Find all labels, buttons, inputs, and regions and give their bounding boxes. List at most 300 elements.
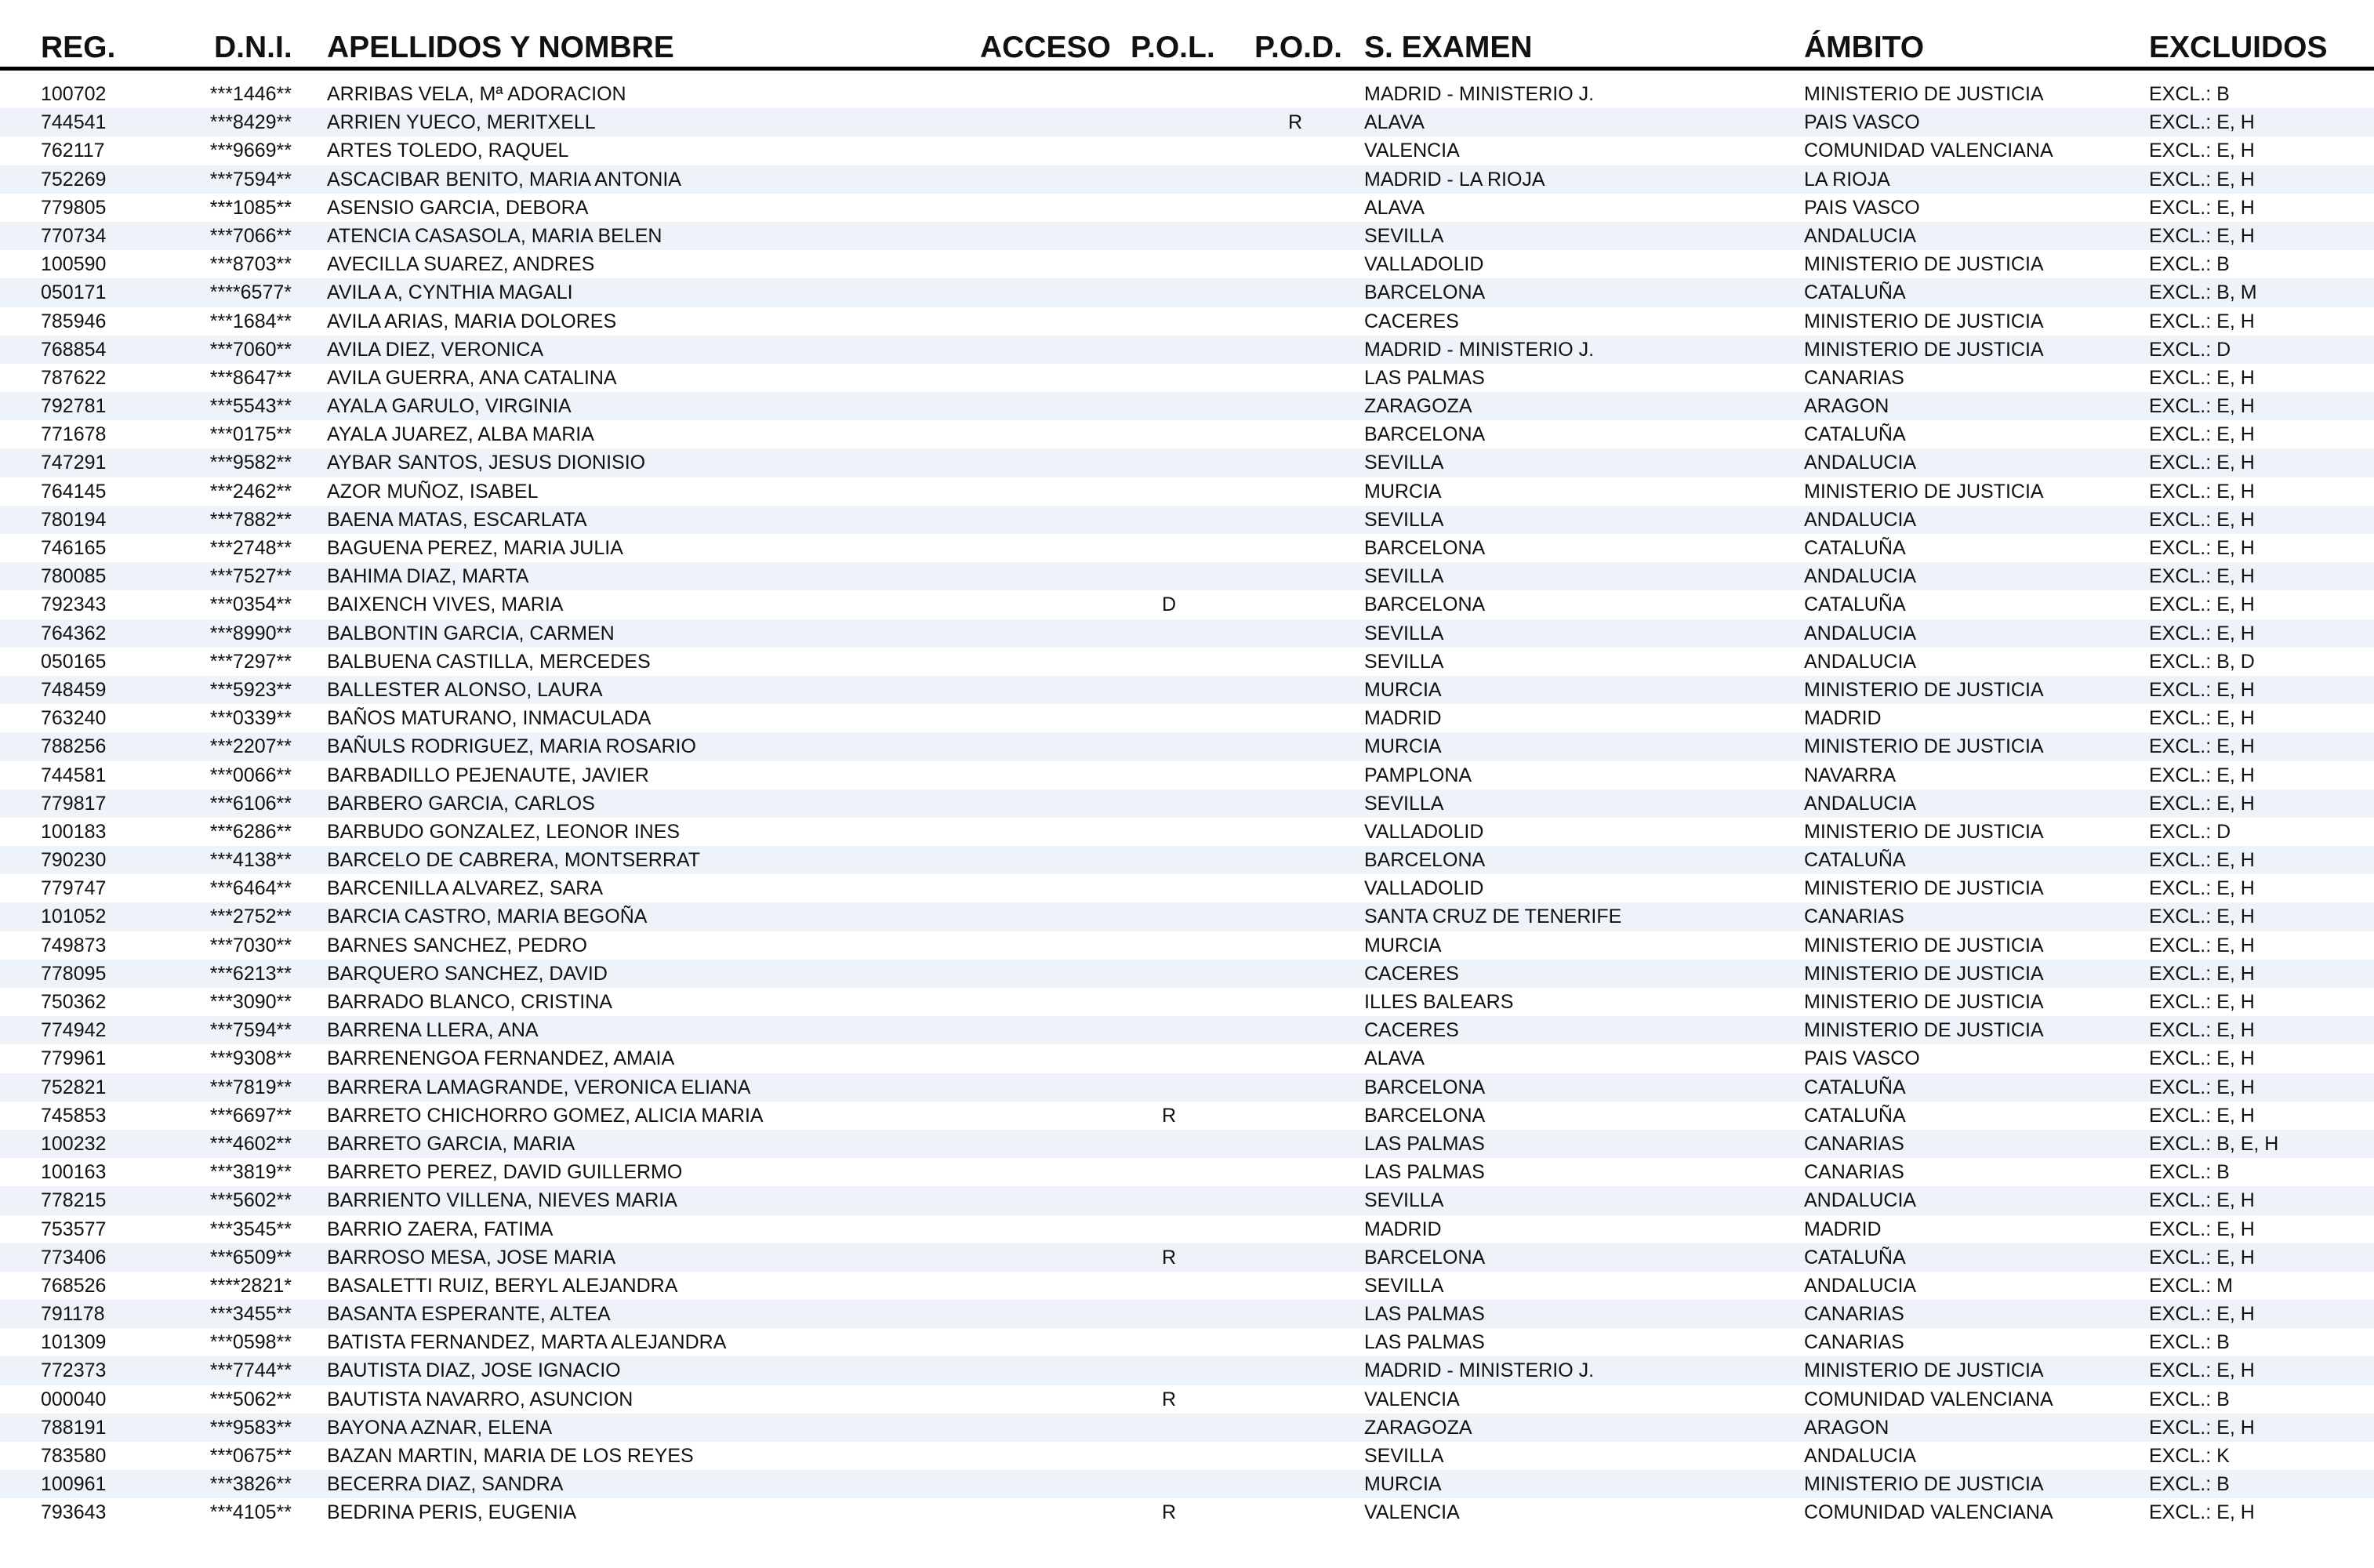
pol-cell: R xyxy=(1162,1104,1177,1127)
table-row xyxy=(0,1385,2374,1414)
table-row xyxy=(0,448,2374,477)
excluidos-cell: EXCL.: E, H xyxy=(2149,1416,2255,1439)
reg-cell: 793643 xyxy=(41,1501,107,1524)
examen-cell: SEVILLA xyxy=(1364,622,1444,644)
excluidos-cell: EXCL.: E, H xyxy=(2149,1104,2255,1127)
table-row xyxy=(0,619,2374,648)
table-row xyxy=(0,1186,2374,1214)
reg-cell: 752821 xyxy=(41,1076,107,1098)
excluidos-cell: EXCL.: E, H xyxy=(2149,1501,2255,1524)
name-cell: ASCACIBAR BENITO, MARIA ANTONIA xyxy=(327,168,681,191)
examen-cell: ZARAGOZA xyxy=(1364,395,1472,418)
examen-cell: BARCELONA xyxy=(1364,849,1486,872)
header-dni: D.N.I. xyxy=(214,31,292,64)
examen-cell: ALAVA xyxy=(1364,196,1425,219)
name-cell: BARRENA LLERA, ANA xyxy=(327,1019,539,1042)
dni-cell: ***3090** xyxy=(209,991,292,1013)
ambito-cell: MINISTERIO DE JUSTICIA xyxy=(1804,735,2044,758)
dni-cell: ***2462** xyxy=(209,480,292,503)
ambito-cell: MINISTERIO DE JUSTICIA xyxy=(1804,962,2044,985)
ambito-cell: ANDALUCIA xyxy=(1804,1189,1917,1212)
dni-cell: ***3545** xyxy=(209,1218,292,1240)
reg-cell: 780194 xyxy=(41,508,107,531)
name-cell: BARRIO ZAERA, FATIMA xyxy=(327,1218,554,1240)
dni-cell: ***6213** xyxy=(209,962,292,985)
examen-cell: MADRID - MINISTERIO J. xyxy=(1364,1359,1595,1382)
table-row xyxy=(0,336,2374,364)
dni-cell: ***0598** xyxy=(209,1331,292,1354)
dni-cell: ***7744** xyxy=(209,1359,292,1382)
table-row xyxy=(0,648,2374,676)
reg-cell: 792781 xyxy=(41,395,107,418)
dni-cell: ***8990** xyxy=(209,622,292,644)
name-cell: BAUTISTA NAVARRO, ASUNCION xyxy=(327,1388,633,1410)
dni-cell: ***8703** xyxy=(209,253,292,276)
name-cell: BARRADO BLANCO, CRISTINA xyxy=(327,991,612,1013)
dni-cell: ***5602** xyxy=(209,1189,292,1212)
reg-cell: 747291 xyxy=(41,452,107,474)
header-name: APELLIDOS Y NOMBRE xyxy=(327,31,674,64)
dni-cell: ***3826** xyxy=(209,1473,292,1496)
ambito-cell: MINISTERIO DE JUSTICIA xyxy=(1804,1359,2044,1382)
examen-cell: ILLES BALEARS xyxy=(1364,991,1514,1013)
reg-cell: 744581 xyxy=(41,764,107,786)
table-row xyxy=(0,874,2374,902)
reg-cell: 100163 xyxy=(41,1161,107,1184)
reg-cell: 752269 xyxy=(41,168,107,191)
reg-cell: 779805 xyxy=(41,196,107,219)
header-reg: REG. xyxy=(41,31,116,64)
examen-cell: MURCIA xyxy=(1364,934,1442,956)
excluidos-cell: EXCL.: E, H xyxy=(2149,934,2255,956)
ambito-cell: ANDALUCIA xyxy=(1804,224,1917,247)
excluidos-cell: EXCL.: B, D xyxy=(2149,650,2255,673)
excluidos-cell: EXCL.: D xyxy=(2149,820,2231,843)
excluidos-cell: EXCL.: E, H xyxy=(2149,565,2255,588)
excluidos-cell: EXCL.: E, H xyxy=(2149,906,2255,928)
examen-cell: LAS PALMAS xyxy=(1364,1161,1485,1184)
excluidos-cell: EXCL.: B, E, H xyxy=(2149,1132,2279,1155)
dni-cell: ***6509** xyxy=(209,1246,292,1269)
examen-cell: SEVILLA xyxy=(1364,650,1444,673)
reg-cell: 779961 xyxy=(41,1047,107,1070)
excluidos-cell: EXCL.: E, H xyxy=(2149,1246,2255,1269)
reg-cell: 788256 xyxy=(41,735,107,758)
table-row xyxy=(0,165,2374,194)
excluidos-cell: EXCL.: E, H xyxy=(2149,140,2255,162)
ambito-cell: MINISTERIO DE JUSTICIA xyxy=(1804,678,2044,701)
name-cell: BALBONTIN GARCIA, CARMEN xyxy=(327,622,615,644)
examen-cell: SEVILLA xyxy=(1364,1189,1444,1212)
name-cell: BALLESTER ALONSO, LAURA xyxy=(327,678,603,701)
name-cell: AVECILLA SUAREZ, ANDRES xyxy=(327,253,595,276)
header-pod: P.O.D. xyxy=(1254,31,1342,64)
name-cell: AZOR MUÑOZ, ISABEL xyxy=(327,480,539,503)
ambito-cell: CANARIAS xyxy=(1804,906,1904,928)
table-row xyxy=(0,562,2374,590)
table-row xyxy=(0,1130,2374,1158)
reg-cell: 771678 xyxy=(41,423,107,446)
dni-cell: ***0675** xyxy=(209,1445,292,1467)
table-row xyxy=(0,250,2374,278)
reg-cell: 772373 xyxy=(41,1359,107,1382)
examen-cell: MADRID - MINISTERIO J. xyxy=(1364,83,1595,105)
dni-cell: ***3819** xyxy=(209,1161,292,1184)
dni-cell: ***7030** xyxy=(209,934,292,956)
reg-cell: 762117 xyxy=(41,140,105,162)
pol-cell: R xyxy=(1162,1501,1177,1524)
examen-cell: SEVILLA xyxy=(1364,1445,1444,1467)
name-cell: ATENCIA CASASOLA, MARIA BELEN xyxy=(327,224,662,247)
name-cell: AVILA A, CYNTHIA MAGALI xyxy=(327,281,573,304)
table-row xyxy=(0,590,2374,619)
reg-cell: 783580 xyxy=(41,1445,107,1467)
table-row xyxy=(0,1215,2374,1243)
ambito-cell: ANDALUCIA xyxy=(1804,565,1917,588)
examen-cell: LAS PALMAS xyxy=(1364,1132,1485,1155)
table-row xyxy=(0,1158,2374,1186)
table-row xyxy=(0,1073,2374,1102)
table-row xyxy=(0,1300,2374,1328)
ambito-cell: MINISTERIO DE JUSTICIA xyxy=(1804,83,2044,105)
excluidos-cell: EXCL.: E, H xyxy=(2149,849,2255,872)
examen-cell: CACERES xyxy=(1364,962,1459,985)
excluidos-cell: EXCL.: K xyxy=(2149,1445,2230,1467)
examen-cell: VALENCIA xyxy=(1364,140,1460,162)
examen-cell: SEVILLA xyxy=(1364,508,1444,531)
dni-cell: ***9669** xyxy=(209,140,292,162)
examen-cell: MADRID xyxy=(1364,707,1442,730)
dni-cell: ***5923** xyxy=(209,678,292,701)
table-row xyxy=(0,1414,2374,1442)
reg-cell: 100702 xyxy=(41,83,107,105)
dni-cell: ***1446** xyxy=(209,83,292,105)
table-row xyxy=(0,1356,2374,1385)
excluidos-cell: EXCL.: E, H xyxy=(2149,991,2255,1013)
excluidos-cell: EXCL.: E, H xyxy=(2149,452,2255,474)
name-cell: BAÑULS RODRIGUEZ, MARIA ROSARIO xyxy=(327,735,696,758)
table-row xyxy=(0,1328,2374,1356)
ambito-cell: CANARIAS xyxy=(1804,1132,1904,1155)
ambito-cell: CATALUÑA xyxy=(1804,593,1906,616)
reg-cell: 101052 xyxy=(41,906,107,928)
ambito-cell: CATALUÑA xyxy=(1804,849,1906,872)
table-header xyxy=(0,0,2374,71)
name-cell: BECERRA DIAZ, SANDRA xyxy=(327,1473,564,1496)
dni-cell: ***5062** xyxy=(209,1388,292,1410)
dni-cell: ***3455** xyxy=(209,1303,292,1326)
name-cell: BARCIA CASTRO, MARIA BEGOÑA xyxy=(327,906,648,928)
name-cell: AVILA DIEZ, VERONICA xyxy=(327,338,544,361)
excluidos-cell: EXCL.: D xyxy=(2149,338,2231,361)
excluidos-cell: EXCL.: B xyxy=(2149,1161,2230,1184)
dni-cell: ***7297** xyxy=(209,650,292,673)
reg-cell: 779817 xyxy=(41,792,107,815)
name-cell: BARNES SANCHEZ, PEDRO xyxy=(327,934,588,956)
ambito-cell: LA RIOJA xyxy=(1804,168,1890,191)
name-cell: BARQUERO SANCHEZ, DAVID xyxy=(327,962,608,985)
examen-cell: SEVILLA xyxy=(1364,452,1444,474)
examen-cell: VALLADOLID xyxy=(1364,820,1484,843)
examen-cell: LAS PALMAS xyxy=(1364,1303,1485,1326)
examen-cell: BARCELONA xyxy=(1364,1246,1486,1269)
ambito-cell: ANDALUCIA xyxy=(1804,452,1917,474)
examen-cell: LAS PALMAS xyxy=(1364,1331,1485,1354)
reg-cell: 764362 xyxy=(41,622,107,644)
pol-cell: D xyxy=(1162,593,1177,616)
dni-cell: ***2748** xyxy=(209,537,292,559)
examen-cell: SEVILLA xyxy=(1364,1274,1444,1297)
excluidos-cell: EXCL.: E, H xyxy=(2149,1189,2255,1212)
name-cell: BAENA MATAS, ESCARLATA xyxy=(327,508,587,531)
name-cell: AVILA ARIAS, MARIA DOLORES xyxy=(327,310,617,332)
reg-cell: 746165 xyxy=(41,537,107,559)
dni-cell: ***8429** xyxy=(209,111,292,134)
dni-cell: ***0066** xyxy=(209,764,292,786)
reg-cell: 000040 xyxy=(41,1388,107,1410)
pod-cell: R xyxy=(1288,111,1303,134)
excluidos-cell: EXCL.: E, H xyxy=(2149,707,2255,730)
name-cell: BASALETTI RUIZ, BERYL ALEJANDRA xyxy=(327,1274,678,1297)
examen-cell: CACERES xyxy=(1364,1019,1459,1042)
dni-cell: ***0175** xyxy=(209,423,292,446)
name-cell: BARBADILLO PEJENAUTE, JAVIER xyxy=(327,764,649,786)
examen-cell: SANTA CRUZ DE TENERIFE xyxy=(1364,906,1622,928)
table-row xyxy=(0,704,2374,732)
examen-cell: LAS PALMAS xyxy=(1364,366,1485,389)
ambito-cell: CATALUÑA xyxy=(1804,1076,1906,1098)
excluidos-cell: EXCL.: E, H xyxy=(2149,423,2255,446)
table-row xyxy=(0,194,2374,222)
excluidos-cell: EXCL.: E, H xyxy=(2149,196,2255,219)
excluidos-cell: EXCL.: M xyxy=(2149,1274,2233,1297)
reg-cell: 778215 xyxy=(41,1189,107,1212)
dni-cell: ***1684** xyxy=(209,310,292,332)
dni-cell: ***6286** xyxy=(209,820,292,843)
table-row xyxy=(0,392,2374,420)
dni-cell: ***9308** xyxy=(209,1047,292,1070)
reg-cell: 050165 xyxy=(41,650,107,673)
reg-cell: 778095 xyxy=(41,962,107,985)
reg-cell: 100961 xyxy=(41,1473,107,1496)
ambito-cell: CATALUÑA xyxy=(1804,537,1906,559)
name-cell: BAGUENA PEREZ, MARIA JULIA xyxy=(327,537,623,559)
name-cell: BAYONA AZNAR, ELENA xyxy=(327,1416,553,1439)
excluidos-cell: EXCL.: E, H xyxy=(2149,792,2255,815)
reg-cell: 749873 xyxy=(41,934,107,956)
examen-cell: BARCELONA xyxy=(1364,593,1486,616)
excluidos-cell: EXCL.: E, H xyxy=(2149,480,2255,503)
examen-cell: VALENCIA xyxy=(1364,1501,1460,1524)
ambito-cell: COMUNIDAD VALENCIANA xyxy=(1804,140,2053,162)
excluidos-cell: EXCL.: E, H xyxy=(2149,168,2255,191)
excluidos-cell: EXCL.: E, H xyxy=(2149,678,2255,701)
dni-cell: ***9583** xyxy=(209,1416,292,1439)
header-excluidos: EXCLUIDOS xyxy=(2149,31,2328,64)
ambito-cell: MINISTERIO DE JUSTICIA xyxy=(1804,310,2044,332)
name-cell: BARBERO GARCIA, CARLOS xyxy=(327,792,595,815)
examen-cell: MURCIA xyxy=(1364,480,1442,503)
table-row xyxy=(0,818,2374,846)
header-pol: P.O.L. xyxy=(1131,31,1215,64)
examen-cell: MURCIA xyxy=(1364,1473,1442,1496)
name-cell: AYALA GARULO, VIRGINIA xyxy=(327,395,572,418)
excluidos-cell: EXCL.: B xyxy=(2149,253,2230,276)
table-row xyxy=(0,534,2374,562)
name-cell: BAZAN MARTIN, MARIA DE LOS REYES xyxy=(327,1445,694,1467)
excluidos-cell: EXCL.: B xyxy=(2149,83,2230,105)
name-cell: BARCELO DE CABRERA, MONTSERRAT xyxy=(327,849,701,872)
table-row xyxy=(0,902,2374,931)
excluidos-cell: EXCL.: E, H xyxy=(2149,962,2255,985)
name-cell: BAHIMA DIAZ, MARTA xyxy=(327,565,529,588)
dni-cell: ****2821* xyxy=(209,1274,292,1297)
table-row xyxy=(0,420,2374,448)
examen-cell: BARCELONA xyxy=(1364,423,1486,446)
name-cell: BAIXENCH VIVES, MARIA xyxy=(327,593,564,616)
examen-cell: MADRID xyxy=(1364,1218,1442,1240)
table-row xyxy=(0,1016,2374,1044)
examen-cell: SEVILLA xyxy=(1364,792,1444,815)
examen-cell: ALAVA xyxy=(1364,1047,1425,1070)
reg-cell: 748459 xyxy=(41,678,107,701)
table-row xyxy=(0,1498,2374,1526)
reg-cell: 770734 xyxy=(41,224,107,247)
ambito-cell: MINISTERIO DE JUSTICIA xyxy=(1804,338,2044,361)
name-cell: AVILA GUERRA, ANA CATALINA xyxy=(327,366,617,389)
excluidos-cell: EXCL.: E, H xyxy=(2149,1218,2255,1240)
reg-cell: 100590 xyxy=(41,253,107,276)
table-row xyxy=(0,761,2374,789)
header-examen: S. EXAMEN xyxy=(1364,31,1533,64)
ambito-cell: MINISTERIO DE JUSTICIA xyxy=(1804,877,2044,900)
ambito-cell: MINISTERIO DE JUSTICIA xyxy=(1804,1019,2044,1042)
dni-cell: ****6577* xyxy=(209,281,292,304)
ambito-cell: ANDALUCIA xyxy=(1804,508,1917,531)
name-cell: AYALA JUAREZ, ALBA MARIA xyxy=(327,423,594,446)
name-cell: AYBAR SANTOS, JESUS DIONISIO xyxy=(327,452,646,474)
reg-cell: 101309 xyxy=(41,1331,107,1354)
table-row xyxy=(0,136,2374,165)
dni-cell: ***5543** xyxy=(209,395,292,418)
header-ambito: ÁMBITO xyxy=(1804,31,1925,64)
excluidos-cell: EXCL.: E, H xyxy=(2149,366,2255,389)
reg-cell: 763240 xyxy=(41,707,107,730)
reg-cell: 792343 xyxy=(41,593,107,616)
excluidos-cell: EXCL.: E, H xyxy=(2149,764,2255,786)
ambito-cell: ARAGON xyxy=(1804,1416,1889,1439)
examen-cell: BARCELONA xyxy=(1364,281,1486,304)
excluidos-cell: EXCL.: E, H xyxy=(2149,1076,2255,1098)
name-cell: BARBUDO GONZALEZ, LEONOR INES xyxy=(327,820,681,843)
excluidos-cell: EXCL.: E, H xyxy=(2149,111,2255,134)
ambito-cell: PAIS VASCO xyxy=(1804,1047,1920,1070)
table-row xyxy=(0,1102,2374,1130)
excluidos-cell: EXCL.: E, H xyxy=(2149,1303,2255,1326)
dni-cell: ***7882** xyxy=(209,508,292,531)
excluidos-cell: EXCL.: B xyxy=(2149,1388,2230,1410)
examen-cell: MADRID - LA RIOJA xyxy=(1364,168,1545,191)
name-cell: BARRETO PEREZ, DAVID GUILLERMO xyxy=(327,1161,683,1184)
table-row xyxy=(0,789,2374,818)
name-cell: BEDRINA PERIS, EUGENIA xyxy=(327,1501,577,1524)
pol-cell: R xyxy=(1162,1388,1177,1410)
reg-cell: 100183 xyxy=(41,820,107,843)
name-cell: BARRERA LAMAGRANDE, VERONICA ELIANA xyxy=(327,1076,751,1098)
name-cell: BARCENILLA ALVAREZ, SARA xyxy=(327,877,603,900)
examen-cell: PAMPLONA xyxy=(1364,764,1472,786)
ambito-cell: MINISTERIO DE JUSTICIA xyxy=(1804,1473,2044,1496)
examen-cell: ALAVA xyxy=(1364,111,1425,134)
reg-cell: 100232 xyxy=(41,1132,107,1155)
ambito-cell: ANDALUCIA xyxy=(1804,650,1917,673)
name-cell: ASENSIO GARCIA, DEBORA xyxy=(327,196,589,219)
table-row xyxy=(0,222,2374,250)
excluidos-cell: EXCL.: B xyxy=(2149,1331,2230,1354)
reg-cell: 750362 xyxy=(41,991,107,1013)
table-row xyxy=(0,506,2374,534)
ambito-cell: ANDALUCIA xyxy=(1804,1274,1917,1297)
examen-cell: MURCIA xyxy=(1364,735,1442,758)
reg-cell: 780085 xyxy=(41,565,107,588)
dni-cell: ***0354** xyxy=(209,593,292,616)
dni-cell: ***6106** xyxy=(209,792,292,815)
header-acceso: ACCESO xyxy=(980,31,1111,64)
ambito-cell: CANARIAS xyxy=(1804,1303,1904,1326)
ambito-cell: CANARIAS xyxy=(1804,1161,1904,1184)
table-row xyxy=(0,1044,2374,1073)
excluidos-cell: EXCL.: E, H xyxy=(2149,537,2255,559)
table-row xyxy=(0,364,2374,392)
ambito-cell: COMUNIDAD VALENCIANA xyxy=(1804,1501,2053,1524)
reg-cell: 773406 xyxy=(41,1246,107,1269)
name-cell: BASANTA ESPERANTE, ALTEA xyxy=(327,1303,611,1326)
name-cell: BARRIENTO VILLENA, NIEVES MARIA xyxy=(327,1189,677,1212)
name-cell: BARRENENGOA FERNANDEZ, AMAIA xyxy=(327,1047,675,1070)
ambito-cell: MINISTERIO DE JUSTICIA xyxy=(1804,934,2044,956)
excluidos-cell: EXCL.: E, H xyxy=(2149,622,2255,644)
ambito-cell: MINISTERIO DE JUSTICIA xyxy=(1804,820,2044,843)
table-row xyxy=(0,988,2374,1016)
reg-cell: 745853 xyxy=(41,1104,107,1127)
dni-cell: ***6697** xyxy=(209,1104,292,1127)
name-cell: BARRETO GARCIA, MARIA xyxy=(327,1132,575,1155)
ambito-cell: CANARIAS xyxy=(1804,366,1904,389)
name-cell: ARRIEN YUECO, MERITXELL xyxy=(327,111,596,134)
reg-cell: 785946 xyxy=(41,310,107,332)
excluidos-cell: EXCL.: E, H xyxy=(2149,1019,2255,1042)
table-row xyxy=(0,1470,2374,1498)
ambito-cell: CATALUÑA xyxy=(1804,281,1906,304)
excluidos-cell: EXCL.: B, M xyxy=(2149,281,2257,304)
dni-cell: ***0339** xyxy=(209,707,292,730)
ambito-cell: MINISTERIO DE JUSTICIA xyxy=(1804,253,2044,276)
table-row xyxy=(0,278,2374,307)
ambito-cell: ANDALUCIA xyxy=(1804,792,1917,815)
examen-cell: ZARAGOZA xyxy=(1364,1416,1472,1439)
excluidos-cell: EXCL.: B xyxy=(2149,1473,2230,1496)
ambito-cell: CATALUÑA xyxy=(1804,1104,1906,1127)
table-row xyxy=(0,80,2374,108)
table-row xyxy=(0,931,2374,960)
reg-cell: 788191 xyxy=(41,1416,107,1439)
dni-cell: ***7594** xyxy=(209,168,292,191)
ambito-cell: CANARIAS xyxy=(1804,1331,1904,1354)
ambito-cell: PAIS VASCO xyxy=(1804,196,1920,219)
reg-cell: 768854 xyxy=(41,338,107,361)
pol-cell: R xyxy=(1162,1246,1177,1269)
reg-cell: 050171 xyxy=(41,281,107,304)
